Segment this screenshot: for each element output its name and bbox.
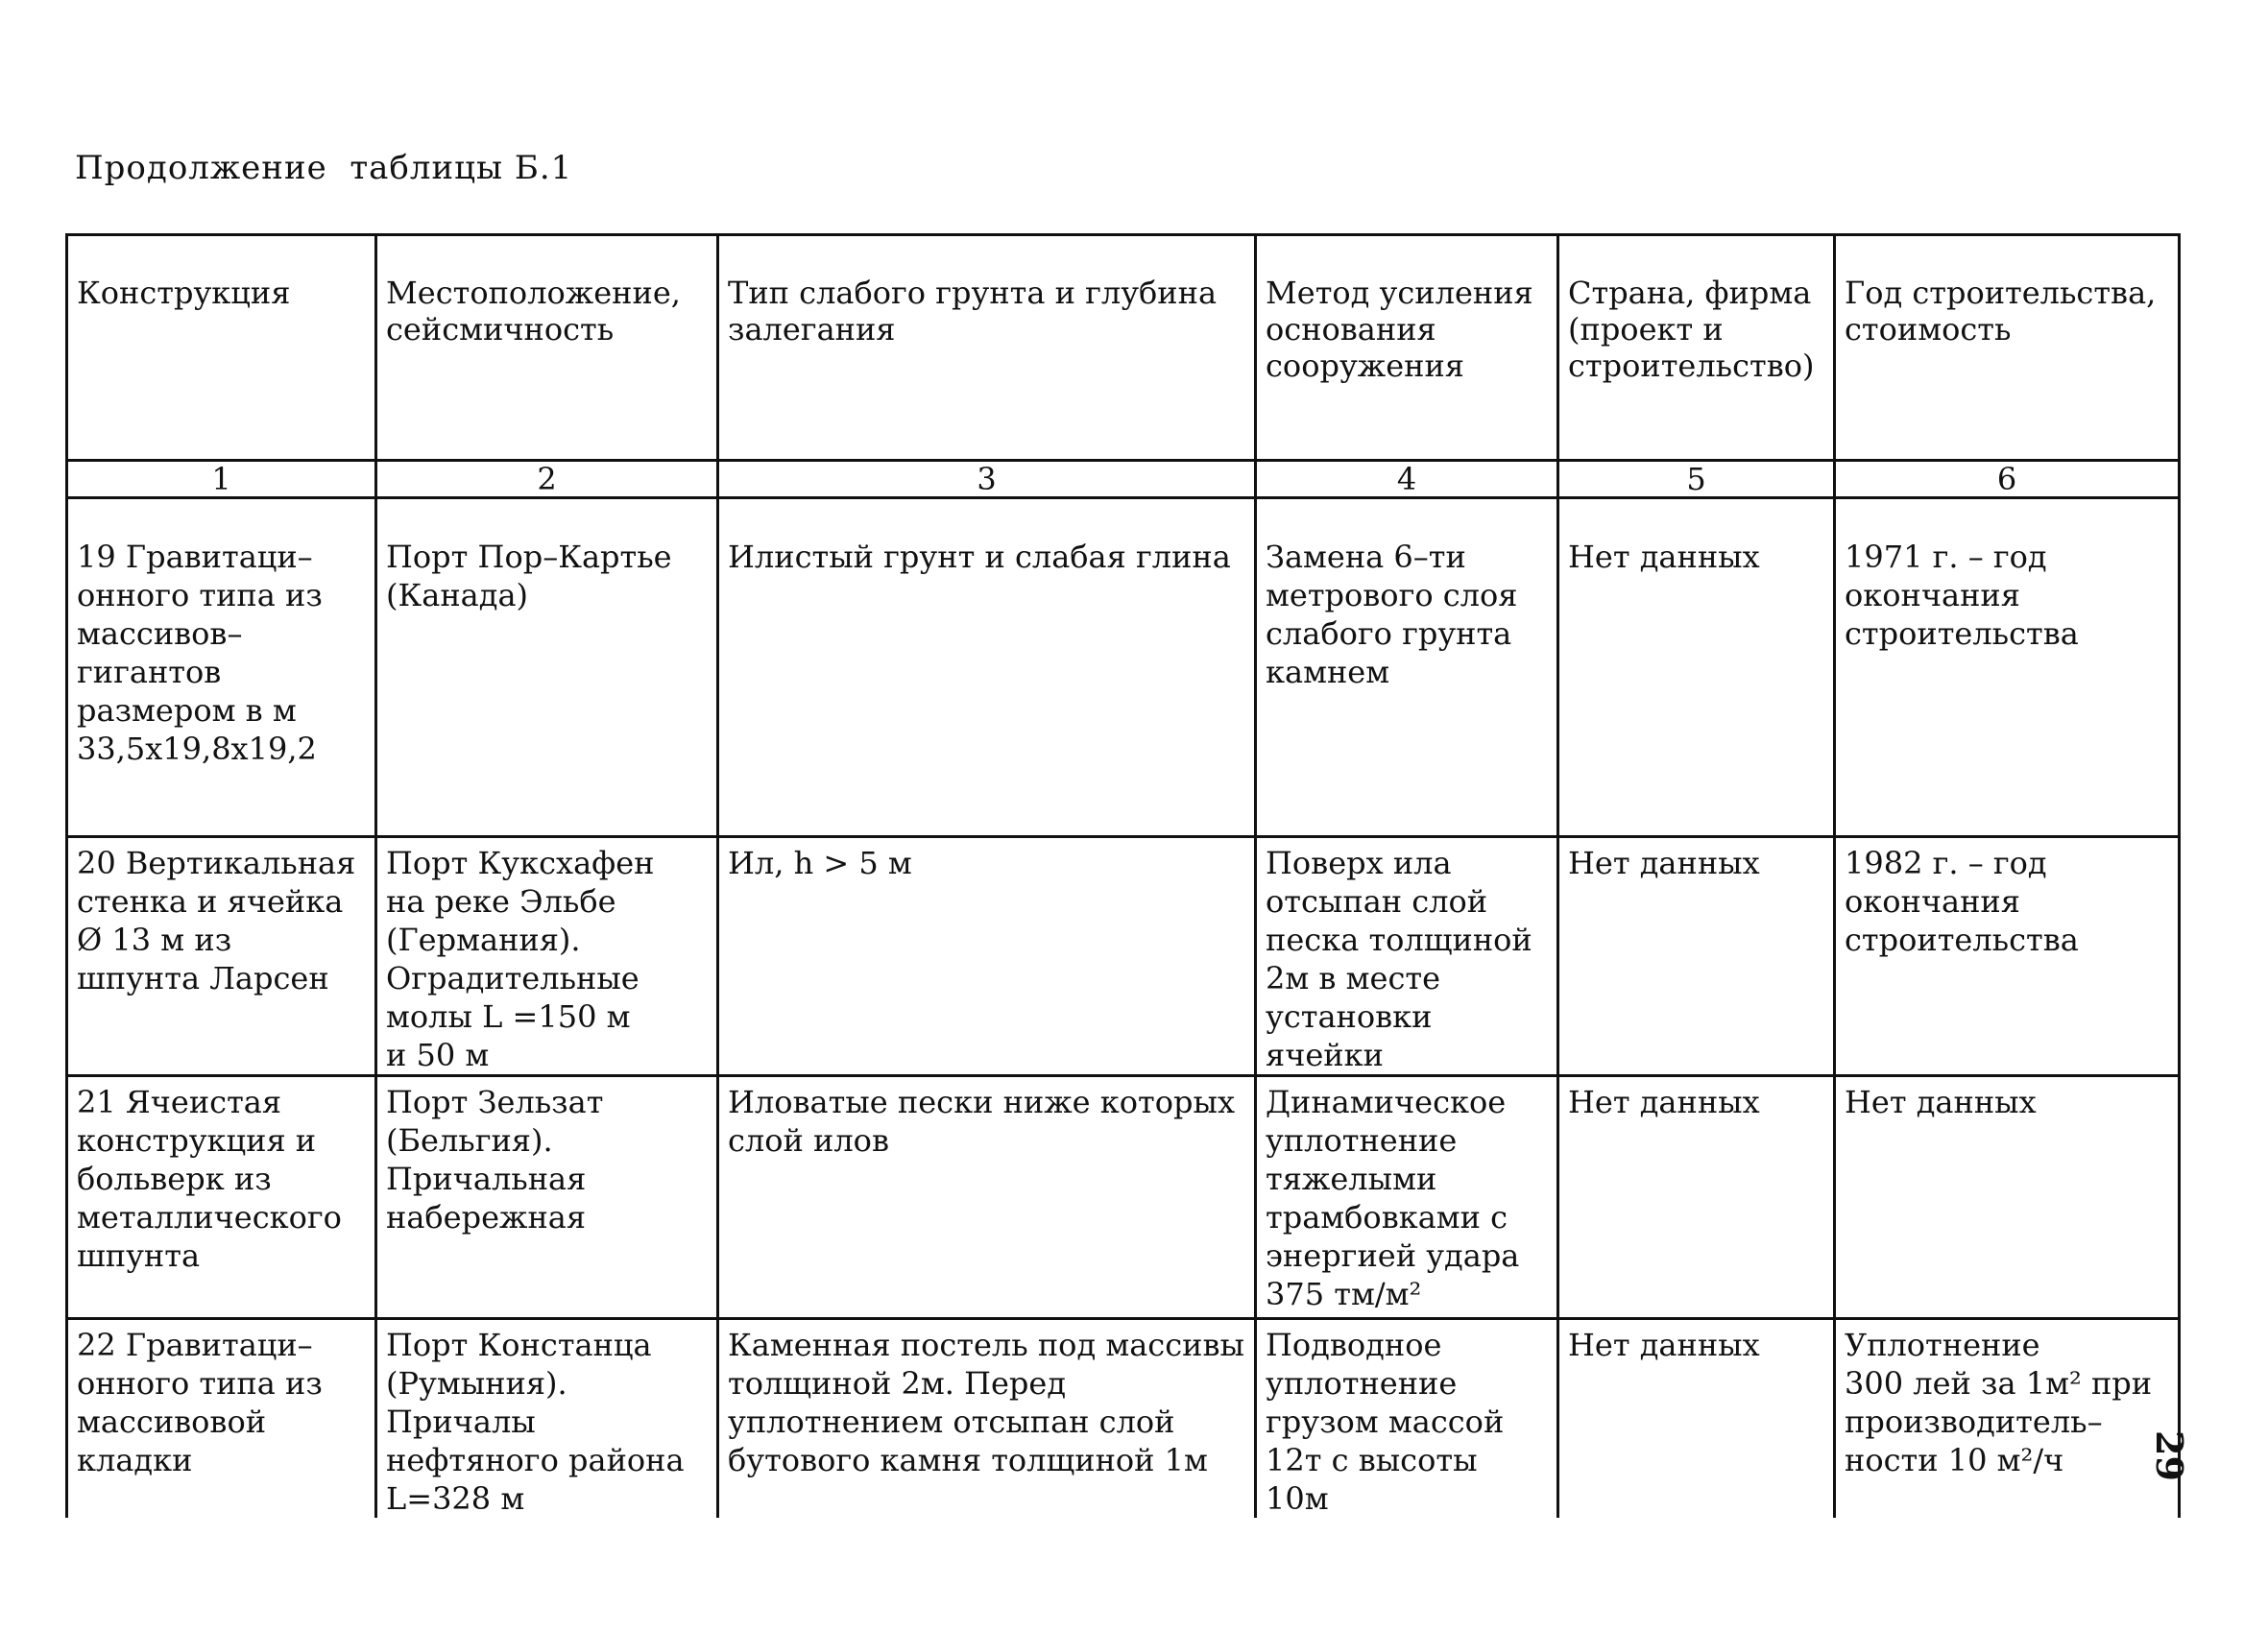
table-cell: Подводное уплотнение грузом массой 12т с высоты 10м xyxy=(1256,1319,1558,1519)
table-cell: Порт Зельзат (Бельгия). Причальная набережная xyxy=(376,1076,718,1319)
table-cell: Уплотнение 300 лей за 1м² при производитель– ности 10 м²/ч xyxy=(1835,1319,2180,1519)
table-cell: 22 Гравитаци– онного типа из массивовой кладки xyxy=(67,1319,376,1519)
table-cell: Поверх ила отсыпан слой песка толщиной 2м в месте установки ячейки xyxy=(1256,837,1558,1076)
table-cell: Иловатые пески ниже которых слой илов xyxy=(718,1076,1256,1319)
table-cell: Замена 6–ти метрового слоя слабого грунта камнем xyxy=(1256,498,1558,837)
column-number: 6 xyxy=(1835,461,2180,498)
table-cell: Динамическое уплотнение тяжелыми трамбовками с энергией удара 375 тм/м² xyxy=(1256,1076,1558,1319)
column-number: 1 xyxy=(67,461,376,498)
table-cell: Ил, h > 5 м xyxy=(718,837,1256,1076)
data-table xyxy=(65,233,2181,1518)
column-number: 4 xyxy=(1256,461,1558,498)
table-header-row xyxy=(67,235,2180,461)
column-number: 3 xyxy=(718,461,1256,498)
header-cell-construction: Конструкция xyxy=(67,235,376,461)
table-cell: Порт Констанца (Румыния). Причалы нефтяного района L=328 м xyxy=(376,1319,718,1519)
table-caption: Продолжение таблицы Б.1 xyxy=(75,149,573,187)
column-number: 5 xyxy=(1558,461,1835,498)
table-cell: Нет данных xyxy=(1558,1076,1835,1319)
header-cell-soil-type: Тип слабого грунта и глубина залегания xyxy=(718,235,1256,461)
table-cell: Нет данных xyxy=(1835,1076,2180,1319)
table-cell: Нет данных xyxy=(1558,837,1835,1076)
table-cell: Нет данных xyxy=(1558,1319,1835,1519)
table-cell: Порт Пор–Картье (Канада) xyxy=(376,498,718,837)
header-cell-year: Год строительства, стоимость xyxy=(1835,235,2180,461)
header-cell-location: Местоположение, сейсмичность xyxy=(376,235,718,461)
header-cell-method: Метод усиления основания сооружения xyxy=(1256,235,1558,461)
table-row xyxy=(67,1319,2180,1519)
table-cell: 1971 г. – год окончания строительства xyxy=(1835,498,2180,837)
table-cell: Каменная постель под массивы толщиной 2м. Перед уплотнением отсыпан слой бутового камня толщиной 1м xyxy=(718,1319,1256,1519)
table-cell: Порт Куксхафен на реке Эльбе (Германия). Оградительные молы L =150 м и 50 м xyxy=(376,837,718,1076)
table-row xyxy=(67,837,2180,1076)
table-cell: 20 Вертикальная стенка и ячейка Ø 13 м из шпунта Ларсен xyxy=(67,837,376,1076)
table-cell: 21 Ячеистая конструкция и больверк из металлического шпунта xyxy=(67,1076,376,1319)
table-cell: 1982 г. – год окончания строительства xyxy=(1835,837,2180,1076)
table-cell: 19 Гравитаци– онного типа из массивов– гигантов размером в м 33,5x19,8x19,2 xyxy=(67,498,376,837)
page-number: 29 xyxy=(2148,1430,2191,1481)
table-row xyxy=(67,498,2180,837)
table-cell: Илистый грунт и слабая глина xyxy=(718,498,1256,837)
column-number-row xyxy=(67,461,2180,498)
table-cell: Нет данных xyxy=(1558,498,1835,837)
header-cell-country: Страна, фирма (проект и строительство) xyxy=(1558,235,1835,461)
table-row xyxy=(67,1076,2180,1319)
column-number: 2 xyxy=(376,461,718,498)
